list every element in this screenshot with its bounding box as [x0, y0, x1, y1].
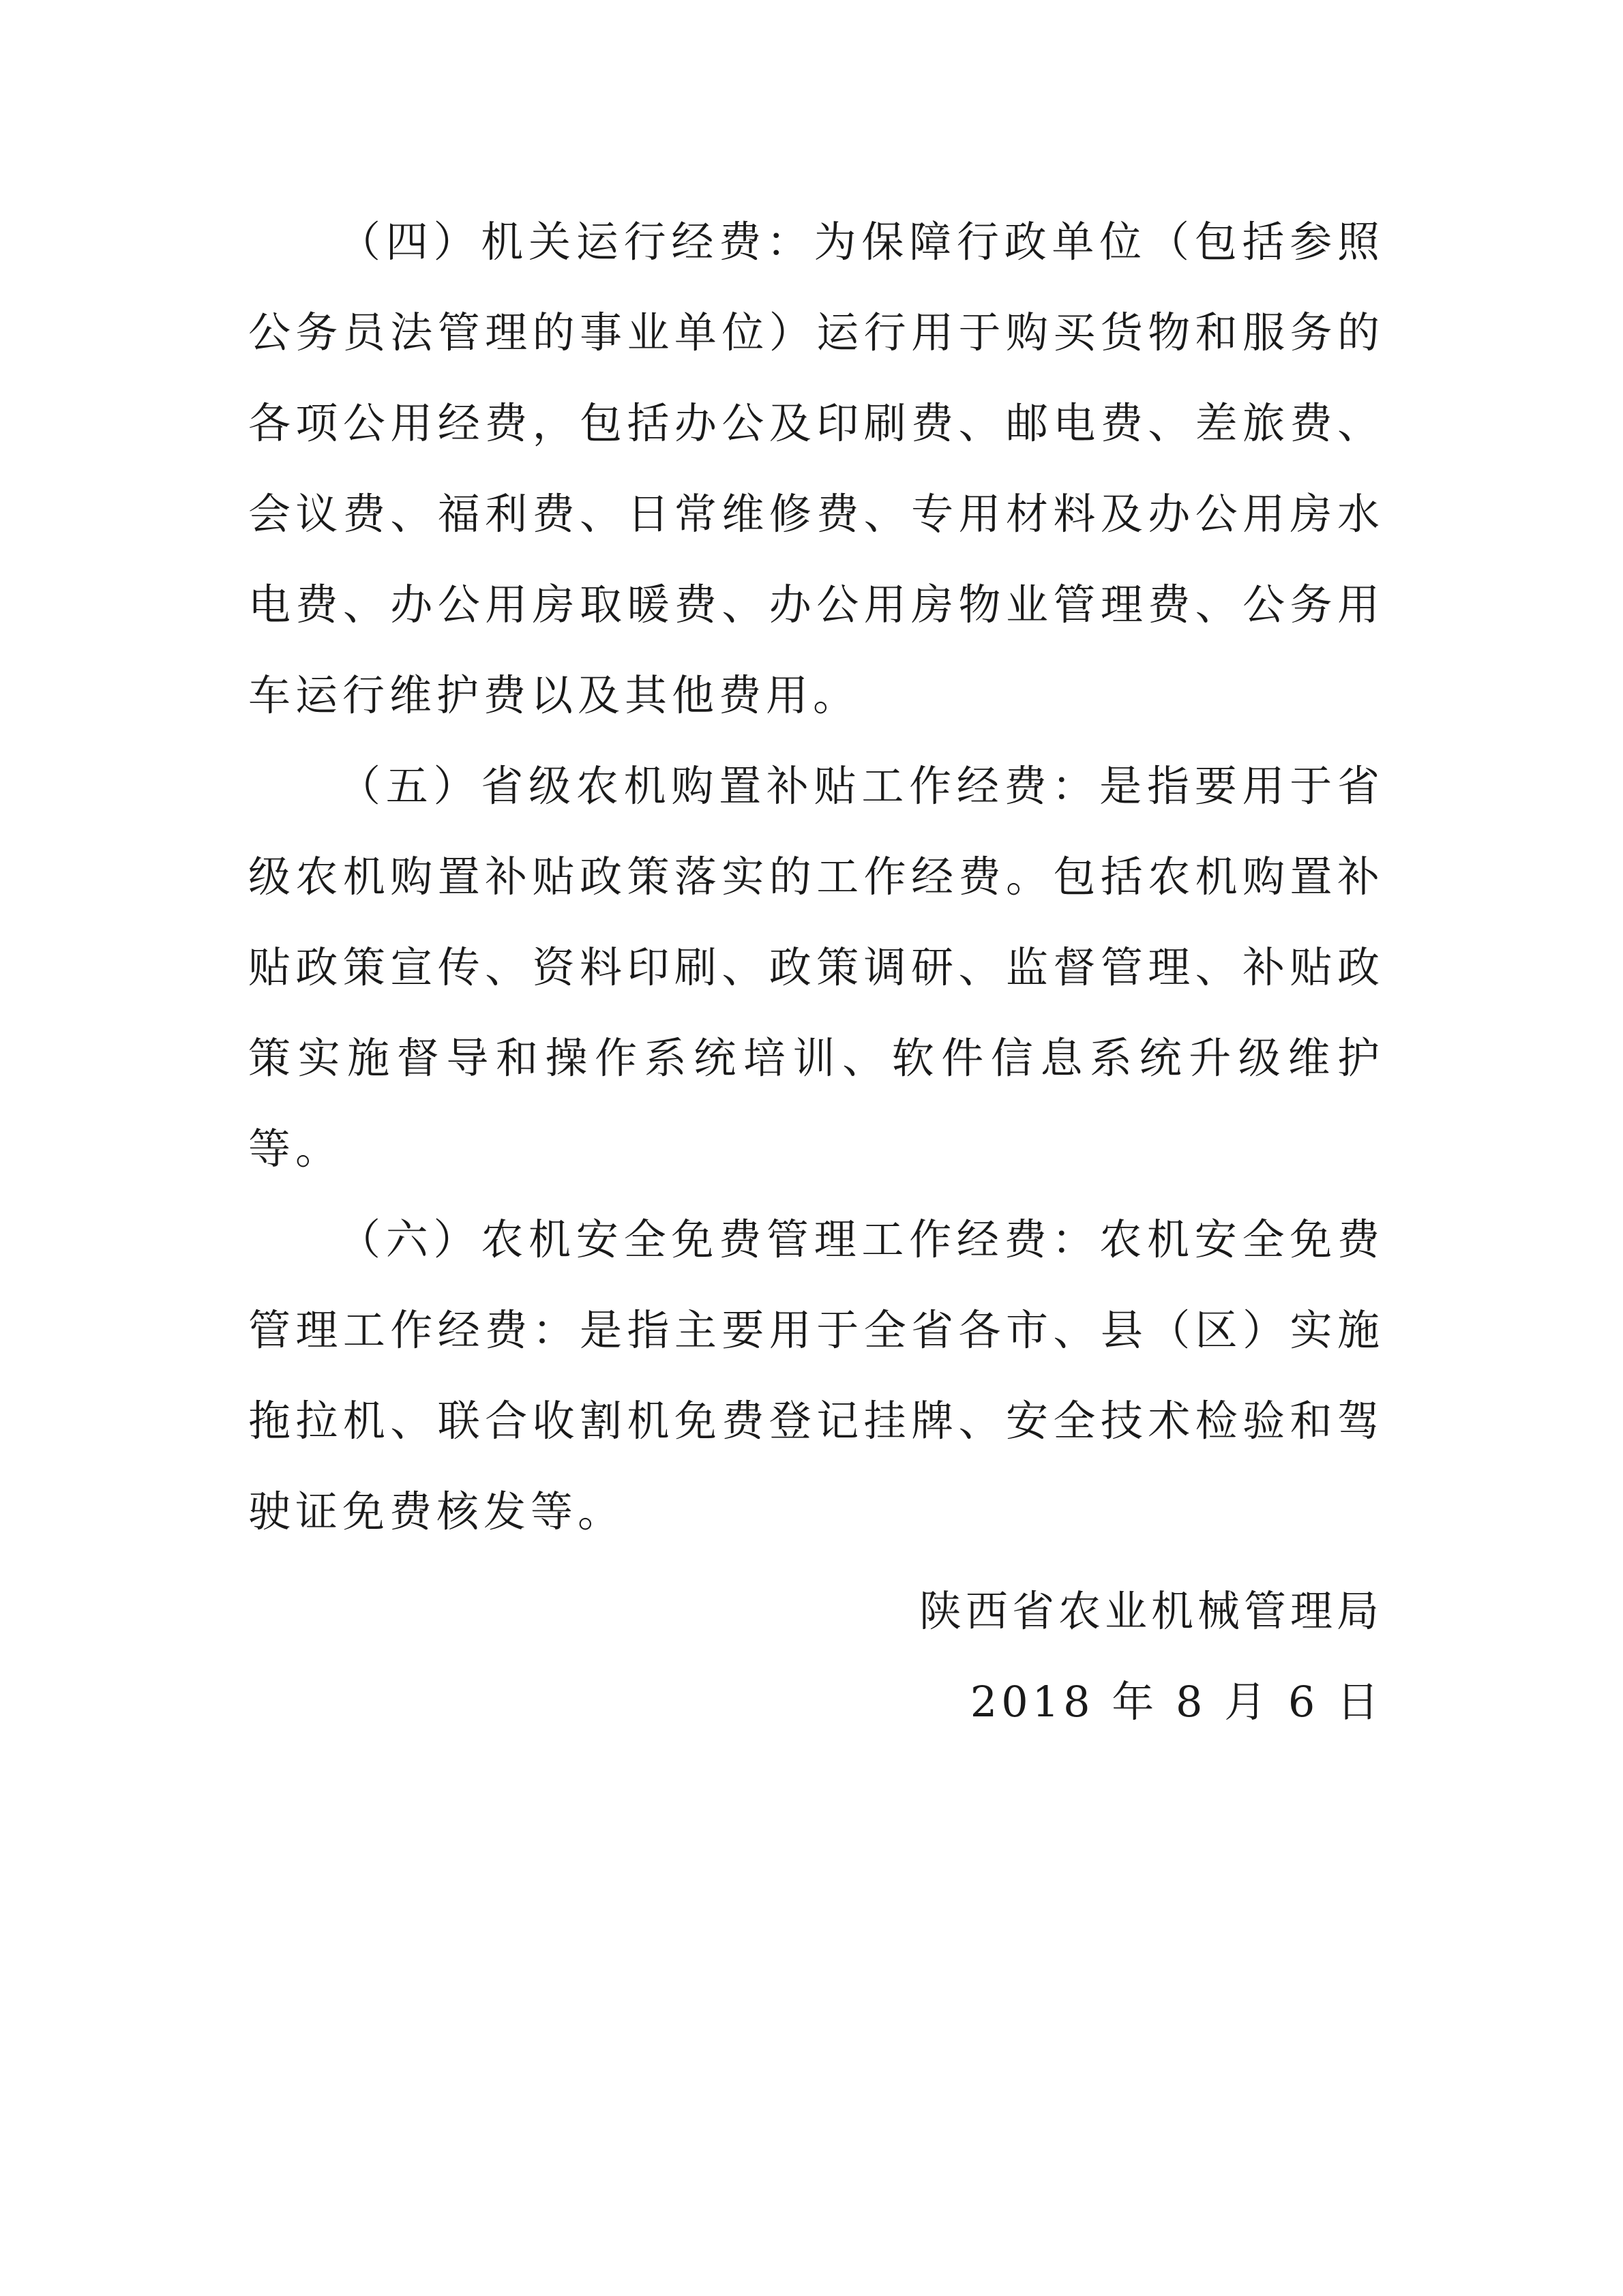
- paragraph-subsidy-work-funds: （五）省级农机购置补贴工作经费：是指要用于省级农机购置补贴政策落实的工作经费。包括农机购置补贴政策宣传、资料印刷、政策调研、监督管理、补贴政策实施督导和操作系统培训、软件信息系统升级维护等。: [248, 761, 1384, 1174]
- signature-date: 2018 年 8 月 6 日: [970, 1677, 1383, 1727]
- paragraph-safety-management-funds: （六）农机安全免费管理工作经费：农机安全免费管理工作经费：是指主要用于全省各市、县（区）实施拖拉机、联合收割机免费登记挂牌、安全技术检验和驾驶证免费核发等。: [248, 1214, 1384, 1536]
- signature-organization: 陕西省农业机械管理局: [919, 1586, 1383, 1636]
- signature-block: [919, 1566, 1383, 1747]
- paragraph-operating-expenses: （四）机关运行经费：为保障行政单位（包括参照公务员法管理的事业单位）运行用于购买货物和服务的各项公用经费，包括办公及印刷费、邮电费、差旅费、会议费、福利费、日常维修费、专用材料及办公用房水电费、办公用房取暖费、办公用房物业管理费、公务用车运行维护费以及其他费用。: [248, 217, 1384, 720]
- document-body: [248, 196, 1384, 1557]
